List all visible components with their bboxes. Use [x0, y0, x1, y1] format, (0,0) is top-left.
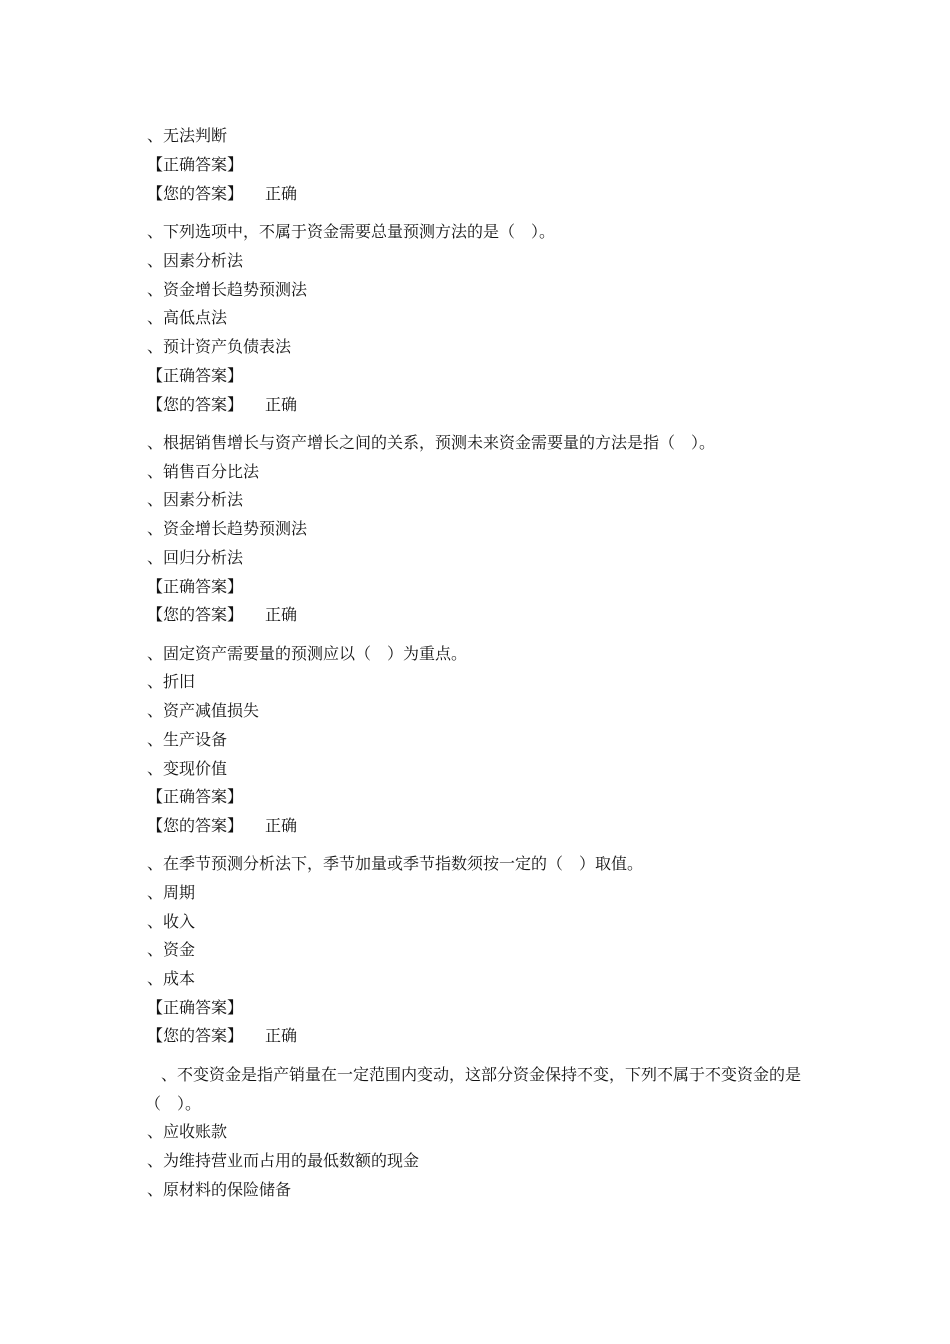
your-answer-label: 【您的答案】	[147, 1026, 244, 1045]
question-text: 、固定资产需要量的预测应以（ ）为重点。	[147, 644, 468, 663]
your-answer-label: 【您的答案】	[147, 395, 244, 414]
option-line: 、成本	[147, 969, 196, 988]
your-answer-line	[147, 1026, 297, 1046]
your-answer-line	[147, 184, 297, 204]
correct-answer-label: 【正确答案】	[147, 787, 244, 806]
your-answer-label: 【您的答案】	[147, 184, 244, 203]
correct-answer-label: 【正确答案】	[147, 366, 244, 385]
option-line: 、销售百分比法	[147, 462, 260, 481]
option-line: 、回归分析法	[147, 548, 244, 567]
option-line: 、资产减值损失	[147, 701, 260, 720]
option-line: 、高低点法	[147, 308, 228, 327]
correct-answer-label: 【正确答案】	[147, 998, 244, 1017]
option-line: 、资金增长趋势预测法	[147, 280, 308, 299]
option-line: 、生产设备	[147, 730, 228, 749]
your-answer-value: 正确	[265, 395, 298, 414]
option-line: 、资金增长趋势预测法	[147, 519, 308, 538]
your-answer-line	[147, 816, 297, 836]
your-answer-line	[147, 395, 297, 415]
option-line: 、因素分析法	[147, 251, 244, 270]
your-answer-value: 正确	[265, 816, 298, 835]
option-line: 、周期	[147, 883, 196, 902]
option-line: 、原材料的保险储备	[147, 1180, 292, 1199]
option-line: 、收入	[147, 912, 196, 931]
your-answer-value: 正确	[265, 1026, 298, 1045]
question-text: 、下列选项中，不属于资金需要总量预测方法的是（ ）。	[147, 222, 556, 241]
option-line: 、折旧	[147, 672, 196, 691]
option-line: 、应收账款	[147, 1122, 228, 1141]
option-line: 、无法判断	[147, 126, 228, 145]
option-line: 、变现价值	[147, 759, 228, 778]
your-answer-value: 正确	[265, 605, 298, 624]
your-answer-label: 【您的答案】	[147, 816, 244, 835]
your-answer-line	[147, 605, 297, 625]
your-answer-value: 正确	[265, 184, 298, 203]
correct-answer-label: 【正确答案】	[147, 155, 244, 174]
option-line: 、资金	[147, 940, 196, 959]
your-answer-label: 【您的答案】	[147, 605, 244, 624]
question-text: 、根据销售增长与资产增长之间的关系，预测未来资金需要量的方法是指（ ）。	[147, 433, 716, 452]
correct-answer-label: 【正确答案】	[147, 577, 244, 596]
question-text: 、在季节预测分析法下，季节加量或季节指数须按一定的（ ）取值。	[147, 854, 644, 873]
option-line: 、因素分析法	[147, 490, 244, 509]
question-text-wrapped: 、不变资金是指产销量在一定范围内变动，这部分资金保持不变，下列不属于不变资金的是（ ）。	[145, 1065, 802, 1113]
option-line: 、预计资产负债表法	[147, 337, 292, 356]
option-line: 、为维持营业而占用的最低数额的现金	[147, 1151, 420, 1170]
